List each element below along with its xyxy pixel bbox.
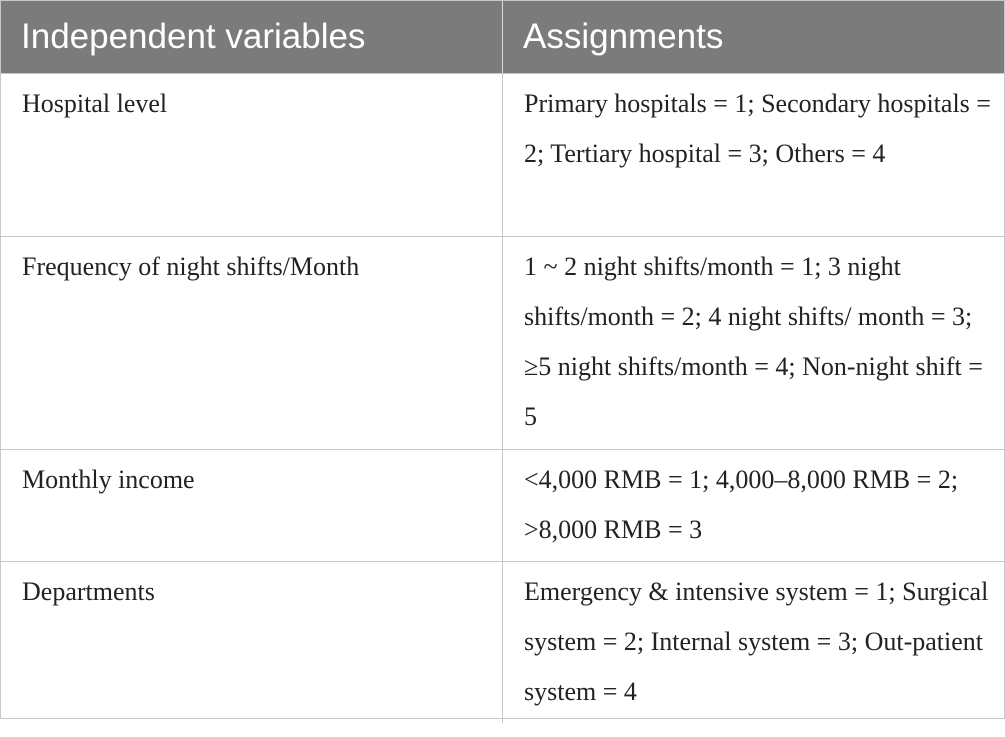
header-independent-variables: Independent variables bbox=[1, 1, 503, 73]
assignment-cell: Emergency & intensive system = 1; Surgical system = 2; Internal system = 3; Out-patient system = 4 bbox=[524, 577, 989, 706]
table-header bbox=[1, 1, 1004, 73]
variable-cell: Hospital level bbox=[1, 74, 503, 236]
table-row bbox=[1, 73, 1004, 236]
table-row bbox=[1, 561, 1004, 723]
assignment-cell: Primary hospitals = 1; Secondary hospitals = 2; Tertiary hospital = 3; Others = 4 bbox=[524, 89, 991, 168]
variable-cell: Monthly income bbox=[1, 450, 503, 561]
table-row bbox=[1, 449, 1004, 561]
table-row bbox=[1, 236, 1004, 449]
assignment-cell: <4,000 RMB = 1; 4,000–8,000 RMB = 2; >8,000 RMB = 3 bbox=[524, 465, 959, 544]
assignment-cell: 1 ~ 2 night shifts/month = 1; 3 night shifts/month = 2; 4 night shifts/ month = 3; ≥5 night shifts/month = 4; Non-night shift = 5 bbox=[524, 252, 983, 431]
header-assignments: Assignments bbox=[523, 17, 724, 56]
variable-cell: Frequency of night shifts/Month bbox=[1, 237, 503, 449]
variable-cell: Departments bbox=[1, 562, 503, 723]
